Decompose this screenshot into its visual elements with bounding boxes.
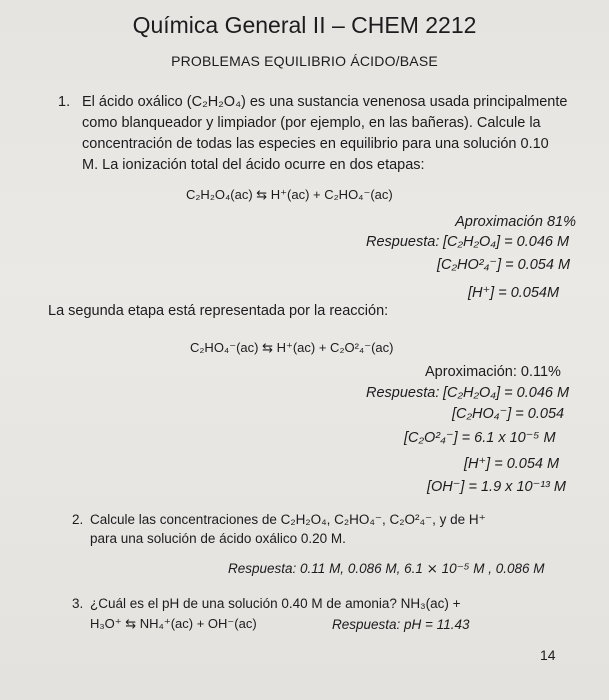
answer-2-line-2: [C₂HO₄⁻] = 0.054: [452, 406, 565, 422]
answer-2-line-1: [C₂H₂O₄] = 0.046 M: [443, 385, 570, 401]
problem-1-line-1: El ácido oxálico (C₂H₂O₄) es una sustancia venenosa usada principalmente: [82, 94, 568, 110]
reaction-1: C₂H₂O₄(ac) ⇆ H⁺(ac) + C₂HO₄⁻(ac): [186, 187, 393, 202]
problem-2-number: 2.: [72, 512, 84, 527]
reaction-2: C₂HO₄⁻(ac) ⇆ H⁺(ac) + C₂O²₄⁻(ac): [190, 340, 394, 355]
problem-3-number: 3.: [72, 596, 84, 611]
answer-2-line-3: [C₂O²₄⁻] = 6.1 x 10⁻⁵ M: [404, 430, 556, 446]
answer-1-line-2: [C₂HO²₄⁻] = 0.054 M: [437, 257, 571, 273]
answer-1-line-3: [H⁺] = 0.054M: [468, 285, 560, 301]
answer-2-line-4: [H⁺] = 0.054 M: [464, 456, 560, 472]
document-title: Química General II – CHEM 2212: [132, 12, 477, 38]
answer-1-line-1: [C₂H₂O₄] = 0.046 M: [443, 234, 570, 250]
problem-2-answer: Respuesta: 0.11 M, 0.086 M, 6.1 ⨯ 10⁻⁵ M , 0.086 M: [228, 561, 545, 576]
problem-1-line-4: M. La ionización total del ácido ocurre en dos etapas:: [82, 157, 425, 173]
problem-2-line-1: Calcule las concentraciones de C₂H₂O₄, C₂HO₄⁻, C₂O²₄⁻, y de H⁺: [90, 512, 486, 527]
second-stage-text: La segunda etapa está representada por la reacción:: [48, 303, 389, 319]
answer-1-label: Respuesta:: [366, 234, 440, 250]
answer-2-label: Respuesta:: [366, 385, 440, 401]
problem-3-line-1: ¿Cuál es el pH de una solución 0.40 M de amonia? NH₃(ac) +: [90, 596, 461, 611]
approximation-2: Aproximación: 0.11%: [425, 364, 561, 380]
problem-2-line-2: para una solución de ácido oxálico 0.20 M.: [90, 531, 346, 546]
document-subtitle: PROBLEMAS EQUILIBRIO ÁCIDO/BASE: [171, 53, 438, 69]
problem-1-line-2: como blanqueador y limpiador (por ejemplo, en las bañeras). Calcule la: [82, 115, 541, 131]
page-number: 14: [540, 647, 556, 663]
problem-1-number: 1.: [58, 94, 71, 110]
problem-3-reaction: H₃O⁺ ⇆ NH₄⁺(ac) + OH⁻(ac): [90, 616, 257, 631]
answer-2-line-5: [OH⁻] = 1.9 x 10⁻¹³ M: [427, 479, 566, 495]
problem-1-line-3: concentración de todas las especies en equilibrio para una solución 0.10: [82, 136, 549, 152]
problem-3-answer: Respuesta: pH = 11.43: [332, 617, 470, 632]
problem-1-text: [82, 92, 567, 176]
approximation-1: Aproximación 81%: [455, 214, 576, 230]
